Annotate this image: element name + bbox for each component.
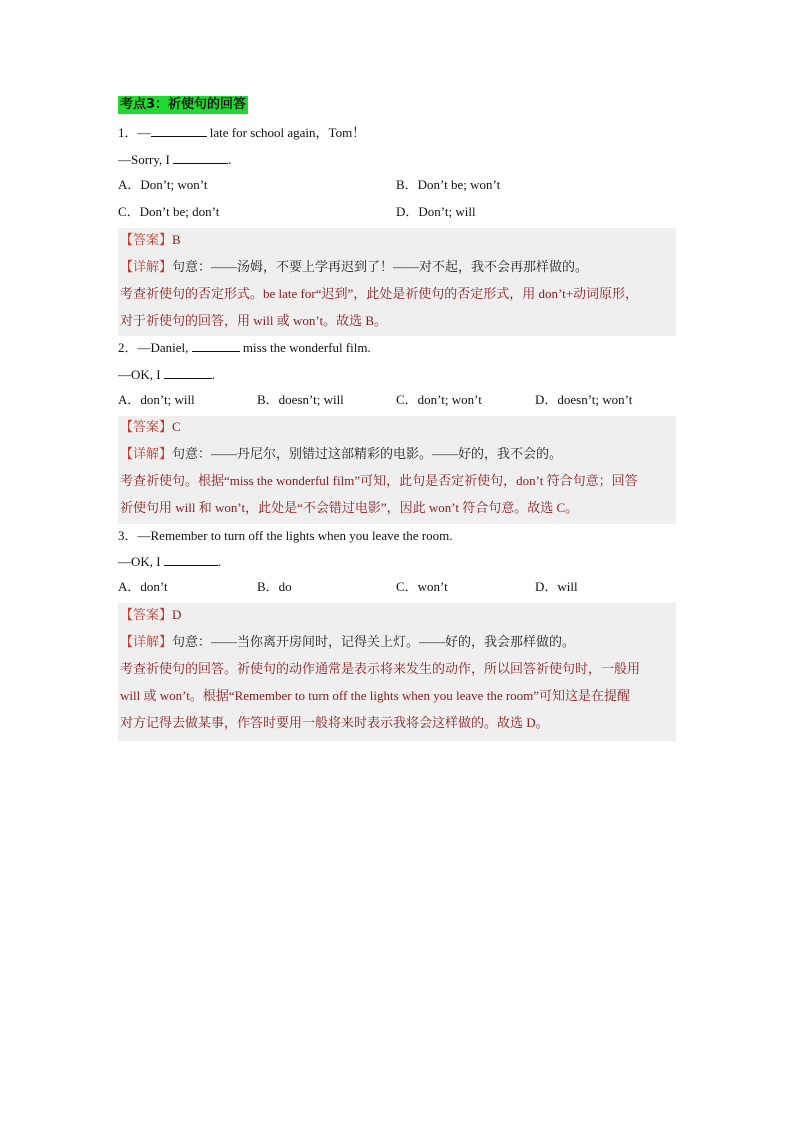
q3-reply [118, 553, 221, 571]
q2-detail-3: 祈使句用 will 和 won’t，此处是“不会错过电影”，因此 won’t 符合句意。故选 C。 [120, 500, 579, 515]
q3-detail-1 [120, 633, 575, 652]
q3-stem: 3．—Remember to turn off the lights when you leave the room. [118, 528, 453, 543]
q1-reply-prefix: —Sorry, I [118, 152, 174, 167]
q1-stem [118, 124, 365, 142]
q3-detail-4: 对方记得去做某事，作答时要用一般将来时表示我将会这样做的。故选 D。 [120, 715, 549, 730]
q3-detail-2: 考查祈使句的回答。祈使句的动作通常是表示将来发生的动作，所以回答祈使句时，一般用 [120, 661, 641, 676]
q3-answer-label: 【答案】 [120, 608, 173, 623]
q2-blank [192, 339, 240, 352]
q1-answer-line [120, 231, 181, 250]
q3-detail-3: will 或 won’t。根据“Remember to turn off the lights when you leave the room”可知这是在提醒 [120, 688, 631, 703]
q1-reply-suffix: . [228, 152, 232, 167]
q2-option-a: A．don’t; will [118, 392, 195, 407]
q1-reply-blank [173, 151, 228, 164]
q2-answer-block [118, 416, 676, 524]
q2-option-c: C．don’t; won’t [396, 392, 482, 407]
q1-answer-label: 【答案】 [120, 233, 173, 248]
q3-option-b: B．do [257, 579, 292, 594]
q3-option-c: C．won’t [396, 579, 448, 594]
q1-blank [151, 124, 207, 137]
q2-detail-text-1: 句意：——丹尼尔，别错过这部精彩的电影。——好的，我不会的。 [172, 446, 563, 461]
q1-option-a: A．Don’t; won’t [118, 177, 208, 192]
q2-detail-1 [120, 445, 562, 464]
section-title: 考点3：祈使句的回答 [120, 97, 247, 112]
q2-detail-2: 考查祈使句。根据“miss the wonderful film”可知，此句是否定祈使句，don’t 符合句意；回答 [120, 473, 638, 488]
q3-reply-prefix: —OK, I [118, 554, 164, 569]
q3-answer-line [120, 606, 181, 625]
q1-answer: B [172, 232, 181, 247]
q3-answer-block [118, 603, 676, 741]
q1-stem-prefix: 1．— [118, 125, 151, 140]
q2-reply-prefix: —OK, I [118, 367, 164, 382]
q2-answer-label: 【答案】 [120, 420, 173, 435]
q1-detail-text-1: 句意：——汤姆，不要上学再迟到了！——对不起，我不会再那样做的。 [172, 259, 589, 274]
q3-reply-suffix: . [217, 554, 222, 569]
q3-option-d: D．will [535, 579, 578, 594]
q2-reply-suffix: . [211, 367, 216, 382]
q1-detail-label: 【详解】 [120, 260, 173, 275]
q3-detail-text-1: 句意：——当你离开房间时，记得关上灯。——好的，我会那样做的。 [172, 634, 576, 649]
q2-reply-blank [164, 366, 212, 379]
q3-detail-label: 【详解】 [120, 635, 173, 650]
q3-answer: D [172, 607, 182, 622]
q1-detail-2: 考查祈使句的否定形式。be late for“迟到”，此处是祈使句的否定形式，用 don’t+动词原形， [120, 286, 639, 301]
q2-stem [118, 339, 371, 357]
q2-answer: C [172, 419, 181, 434]
q1-detail-1 [120, 258, 588, 277]
q2-answer-line [120, 418, 181, 437]
q1-reply [118, 151, 231, 169]
q2-option-b: B．doesn’t; will [257, 392, 344, 407]
q2-stem-prefix: 2．—Daniel, [118, 340, 192, 355]
q2-reply [118, 366, 215, 384]
q2-stem-suffix: miss the wonderful film. [239, 340, 371, 355]
q2-option-d: D．doesn’t; won’t [535, 392, 633, 407]
q1-option-d: D．Don’t; will [396, 204, 476, 219]
q1-stem-suffix: late for school again，Tom！ [206, 125, 366, 140]
q1-detail-3: 对于祈使句的回答，用 will 或 won’t。故选 B。 [120, 313, 387, 328]
q3-option-a: A．don’t [118, 579, 168, 594]
q1-option-c: C．Don’t be; don’t [118, 204, 220, 219]
q2-detail-label: 【详解】 [120, 447, 173, 462]
q1-answer-block [118, 228, 676, 336]
q3-reply-blank [164, 553, 218, 566]
q1-option-b: B．Don’t be; won’t [396, 177, 501, 192]
